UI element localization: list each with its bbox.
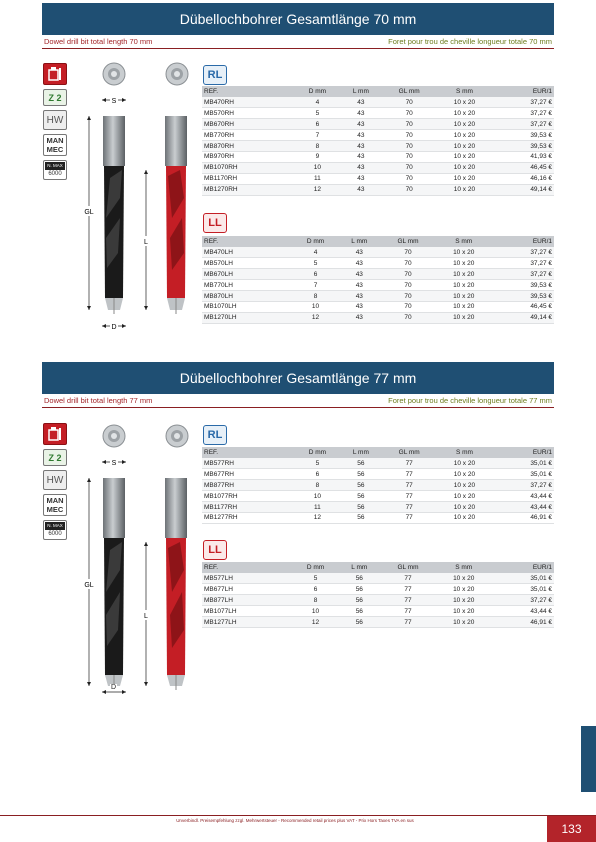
dim-s-label: S: [111, 460, 117, 467]
table-cell: 10 x 20: [436, 301, 492, 312]
table-cell: 70: [380, 258, 435, 269]
table-cell: MB1270RH: [202, 184, 295, 195]
table-cell: 43: [338, 247, 380, 258]
table-cell: MB570RH: [202, 108, 295, 119]
table-cell: 7: [295, 130, 340, 141]
table-cell: 9: [295, 151, 340, 162]
column-header: L mm: [338, 562, 380, 573]
table-cell: 10: [295, 162, 340, 173]
table-cell: 43: [340, 162, 382, 173]
table-cell: 39,53 €: [492, 291, 554, 302]
table-cell: 56: [340, 480, 382, 491]
table-cell: 43: [340, 184, 382, 195]
man-label: MAN: [46, 136, 64, 145]
page-number: 133: [547, 816, 596, 842]
table-cell: 12: [293, 617, 339, 628]
table-row: [202, 502, 554, 513]
table-cell: 70: [382, 130, 437, 141]
table-cell: 10 x 20: [436, 258, 492, 269]
table-row: [202, 606, 554, 617]
drill-bit-black: [103, 478, 125, 690]
table-cell: 10 x 20: [436, 291, 492, 302]
footer-divider: [0, 815, 596, 816]
dim-gl-label: GL: [84, 582, 94, 589]
table-cell: 4: [293, 247, 339, 258]
table-header-row: [202, 236, 554, 247]
drill-bit-black: [103, 116, 125, 314]
table-cell: 11: [295, 173, 340, 184]
column-header: GL mm: [380, 236, 435, 247]
drill-machine-icon: [43, 63, 67, 85]
dim-l-label: L: [144, 239, 148, 246]
table-cell: 46,16 €: [492, 173, 554, 184]
spec-table-rl-77: [202, 447, 554, 524]
column-header: GL mm: [382, 447, 437, 458]
table-cell: MB670LH: [202, 269, 293, 280]
table-cell: 43: [338, 301, 380, 312]
dim-d-label: D: [111, 324, 117, 331]
table-header-row: [202, 447, 554, 458]
table-row: [202, 312, 554, 323]
table-cell: 43: [338, 280, 380, 291]
table-cell: 5: [293, 258, 339, 269]
left-hand-rotation-badge: LL: [203, 540, 227, 560]
column-header: EUR/1: [492, 562, 554, 573]
column-header: GL mm: [380, 562, 435, 573]
table-cell: 37,27 €: [492, 97, 554, 108]
table-cell: 10: [295, 491, 340, 502]
table-row: [202, 269, 554, 280]
feature-badges: [43, 423, 68, 544]
rpm-value: 6000: [48, 171, 62, 177]
column-header: REF.: [202, 236, 293, 247]
table-cell: 43: [338, 269, 380, 280]
table-cell: 37,27 €: [492, 480, 554, 491]
table-cell: 56: [340, 469, 382, 480]
column-header: L mm: [340, 86, 382, 97]
table-cell: 5: [293, 573, 339, 584]
column-header: EUR/1: [492, 86, 554, 97]
shank-end-view-left: [103, 63, 125, 85]
table-cell: MB870LH: [202, 291, 293, 302]
table-row: [202, 184, 554, 195]
table-cell: MB470LH: [202, 247, 293, 258]
table-cell: 56: [338, 595, 380, 606]
left-hand-rotation-badge: LL: [203, 213, 227, 233]
column-header: S mm: [437, 86, 493, 97]
table-cell: 10 x 20: [437, 502, 493, 513]
table-row: [202, 162, 554, 173]
table-cell: 56: [340, 502, 382, 513]
table-row: [202, 247, 554, 258]
column-header: REF.: [202, 562, 293, 573]
table-cell: 12: [295, 184, 340, 195]
table-cell: 56: [340, 458, 382, 469]
man-label: MAN: [46, 496, 64, 505]
table-cell: 70: [382, 97, 437, 108]
shank-end-view-right: [166, 425, 188, 447]
table-cell: 70: [380, 280, 435, 291]
subtitle-fr: Foret pour trou de cheville longueur totale 77 mm: [388, 396, 552, 405]
column-header: S mm: [436, 236, 492, 247]
subtitle-fr: Foret pour trou de cheville longueur totale 70 mm: [388, 37, 552, 46]
table-cell: 10 x 20: [436, 247, 492, 258]
table-cell: MB670RH: [202, 119, 295, 130]
section-subtitle: [42, 37, 554, 49]
table-header-row: [202, 562, 554, 573]
table-cell: 37,27 €: [492, 119, 554, 130]
table-cell: MB1170RH: [202, 173, 295, 184]
table-cell: 37,27 €: [492, 269, 554, 280]
table-cell: 35,01 €: [492, 458, 554, 469]
right-hand-rotation-badge: RL: [203, 65, 227, 85]
table-cell: 10 x 20: [436, 606, 492, 617]
table-row: [202, 97, 554, 108]
table-cell: MB577LH: [202, 573, 293, 584]
table-cell: 77: [380, 617, 435, 628]
rpm-value: 6000: [48, 531, 62, 537]
table-cell: MB1070LH: [202, 301, 293, 312]
table-cell: 70: [382, 173, 437, 184]
max-rpm-badge: [43, 160, 67, 180]
table-cell: 56: [338, 584, 380, 595]
table-cell: MB1270LH: [202, 312, 293, 323]
table-cell: 10 x 20: [437, 173, 493, 184]
table-cell: MB1077RH: [202, 491, 295, 502]
table-cell: 43: [340, 130, 382, 141]
table-cell: 77: [382, 458, 437, 469]
table-cell: 4: [295, 97, 340, 108]
table-cell: 43: [340, 97, 382, 108]
hw-material-badge: HW: [43, 110, 67, 130]
table-cell: 10 x 20: [437, 151, 493, 162]
table-cell: 77: [380, 606, 435, 617]
table-cell: 10 x 20: [436, 269, 492, 280]
table-cell: 12: [295, 512, 340, 523]
table-cell: 8: [293, 595, 339, 606]
table-row: [202, 119, 554, 130]
table-cell: MB1077LH: [202, 606, 293, 617]
table-row: [202, 617, 554, 628]
drill-bit-illustration: [76, 420, 200, 695]
table-cell: 10 x 20: [437, 184, 493, 195]
table-cell: MB570LH: [202, 258, 293, 269]
table-row: [202, 291, 554, 302]
table-row: [202, 108, 554, 119]
footer-price-note: Unverbindl. Preisempfehlung zzgl. Mehrwertsteuer - Recommended retail prices plus VAT - Prix Hors Taxes TVA en sus: [176, 818, 414, 823]
table-cell: 39,53 €: [492, 280, 554, 291]
table-cell: 77: [382, 491, 437, 502]
table-cell: MB677LH: [202, 584, 293, 595]
table-cell: 77: [382, 480, 437, 491]
table-cell: MB470RH: [202, 97, 295, 108]
table-cell: 56: [340, 512, 382, 523]
table-cell: 11: [295, 502, 340, 513]
table-cell: MB877RH: [202, 480, 295, 491]
table-cell: 43,44 €: [492, 606, 554, 617]
table-cell: 56: [338, 617, 380, 628]
table-cell: MB770LH: [202, 280, 293, 291]
mec-label: MEC: [46, 145, 64, 154]
table-row: [202, 130, 554, 141]
table-cell: 8: [295, 141, 340, 152]
drill-bit-illustration: [76, 58, 200, 333]
subtitle-en: Dowel drill bit total length 77 mm: [44, 396, 153, 405]
table-cell: 10: [293, 606, 339, 617]
table-cell: 70: [380, 269, 435, 280]
table-cell: 77: [382, 512, 437, 523]
table-row: [202, 512, 554, 523]
table-cell: 6: [295, 119, 340, 130]
table-cell: 77: [380, 595, 435, 606]
table-cell: 43: [340, 173, 382, 184]
table-cell: 70: [380, 247, 435, 258]
table-cell: 10 x 20: [436, 584, 492, 595]
table-cell: 43: [338, 258, 380, 269]
table-row: [202, 480, 554, 491]
table-cell: 10 x 20: [436, 280, 492, 291]
table-cell: 70: [382, 184, 437, 195]
table-cell: 70: [382, 119, 437, 130]
table-cell: 10 x 20: [437, 480, 493, 491]
table-cell: 43,44 €: [492, 491, 554, 502]
table-cell: MB970RH: [202, 151, 295, 162]
table-cell: 10 x 20: [436, 312, 492, 323]
table-cell: 35,01 €: [492, 584, 554, 595]
table-cell: 37,27 €: [492, 595, 554, 606]
table-cell: 43: [340, 108, 382, 119]
table-cell: 10: [293, 301, 339, 312]
column-header: D mm: [295, 86, 340, 97]
dim-s-label: S: [111, 98, 117, 105]
table-cell: MB770RH: [202, 130, 295, 141]
table-row: [202, 584, 554, 595]
max-rpm-badge: [43, 520, 67, 540]
table-cell: 77: [382, 502, 437, 513]
column-header: L mm: [338, 236, 380, 247]
table-cell: 10 x 20: [436, 595, 492, 606]
table-cell: 41,93 €: [492, 151, 554, 162]
table-cell: MB870RH: [202, 141, 295, 152]
table-cell: 10 x 20: [436, 573, 492, 584]
table-cell: 10 x 20: [437, 141, 493, 152]
column-header: REF.: [202, 447, 295, 458]
table-row: [202, 151, 554, 162]
table-cell: 37,27 €: [492, 258, 554, 269]
column-header: L mm: [340, 447, 382, 458]
table-cell: 8: [293, 291, 339, 302]
table-cell: 10 x 20: [437, 119, 493, 130]
table-row: [202, 301, 554, 312]
spec-table-ll-77: [202, 562, 554, 628]
table-row: [202, 280, 554, 291]
man-mec-badge: [43, 494, 67, 516]
table-cell: 77: [380, 573, 435, 584]
table-cell: 39,53 €: [492, 141, 554, 152]
teeth-count-badge: Z 2: [43, 449, 67, 466]
table-cell: 10 x 20: [437, 97, 493, 108]
rpm-label: N. MAX: [47, 523, 63, 528]
table-cell: MB1177RH: [202, 502, 295, 513]
table-cell: 49,14 €: [492, 312, 554, 323]
table-cell: 46,45 €: [492, 301, 554, 312]
drill-bit-red: [165, 478, 187, 690]
table-cell: MB1070RH: [202, 162, 295, 173]
table-row: [202, 491, 554, 502]
table-cell: 10 x 20: [437, 469, 493, 480]
column-header: EUR/1: [492, 447, 554, 458]
table-cell: 43: [340, 141, 382, 152]
column-header: S mm: [436, 562, 492, 573]
table-cell: 8: [295, 480, 340, 491]
man-mec-badge: [43, 134, 67, 156]
table-cell: 10 x 20: [437, 130, 493, 141]
chapter-side-tab: [581, 726, 596, 792]
table-cell: 70: [382, 151, 437, 162]
dim-gl-label: GL: [84, 209, 94, 216]
table-cell: 43: [338, 312, 380, 323]
table-cell: 56: [338, 606, 380, 617]
table-cell: 70: [380, 301, 435, 312]
table-cell: 6: [295, 469, 340, 480]
table-cell: 56: [338, 573, 380, 584]
table-cell: 5: [295, 108, 340, 119]
shank-end-view-left: [103, 425, 125, 447]
dim-d-label: D: [111, 684, 117, 691]
column-header: EUR/1: [492, 236, 554, 247]
table-cell: 5: [295, 458, 340, 469]
table-cell: 70: [382, 141, 437, 152]
feature-badges: [43, 63, 68, 184]
mec-label: MEC: [46, 505, 64, 514]
table-cell: 10 x 20: [437, 512, 493, 523]
table-row: [202, 458, 554, 469]
table-header-row: [202, 86, 554, 97]
table-cell: 43,44 €: [492, 502, 554, 513]
column-header: D mm: [293, 236, 339, 247]
table-cell: 10 x 20: [437, 108, 493, 119]
drill-machine-icon: [43, 423, 67, 445]
table-cell: 56: [340, 491, 382, 502]
table-cell: 10 x 20: [437, 162, 493, 173]
table-cell: 70: [380, 291, 435, 302]
column-header: D mm: [295, 447, 340, 458]
table-cell: MB1277RH: [202, 512, 295, 523]
table-row: [202, 258, 554, 269]
spec-table-rl-70: [202, 86, 554, 196]
shank-end-view-right: [166, 63, 188, 85]
table-cell: 35,01 €: [492, 469, 554, 480]
dim-l-label: L: [144, 613, 148, 620]
section-title: Dübellochbohrer Gesamtlänge 77 mm: [42, 362, 554, 394]
table-cell: 10 x 20: [437, 491, 493, 502]
table-row: [202, 573, 554, 584]
table-cell: MB677RH: [202, 469, 295, 480]
table-cell: 70: [380, 312, 435, 323]
column-header: GL mm: [382, 86, 437, 97]
table-cell: MB577RH: [202, 458, 295, 469]
table-cell: 37,27 €: [492, 108, 554, 119]
table-cell: 10 x 20: [437, 458, 493, 469]
table-cell: 43: [340, 151, 382, 162]
table-cell: 77: [380, 584, 435, 595]
table-cell: MB877LH: [202, 595, 293, 606]
column-header: D mm: [293, 562, 339, 573]
column-header: S mm: [437, 447, 493, 458]
table-cell: 49,14 €: [492, 184, 554, 195]
spec-table-ll-70: [202, 236, 554, 324]
table-cell: 43: [338, 291, 380, 302]
section-title: Dübellochbohrer Gesamtlänge 70 mm: [42, 3, 554, 35]
column-header: REF.: [202, 86, 295, 97]
table-cell: 37,27 €: [492, 247, 554, 258]
table-cell: 35,01 €: [492, 573, 554, 584]
section-subtitle: [42, 396, 554, 408]
table-cell: 39,53 €: [492, 130, 554, 141]
table-cell: 7: [293, 280, 339, 291]
drill-bit-red: [165, 116, 187, 314]
teeth-count-badge: Z 2: [43, 89, 67, 106]
table-cell: 70: [382, 108, 437, 119]
table-cell: 10 x 20: [436, 617, 492, 628]
table-cell: 43: [340, 119, 382, 130]
table-row: [202, 469, 554, 480]
table-cell: 70: [382, 162, 437, 173]
table-cell: 6: [293, 269, 339, 280]
table-cell: 12: [293, 312, 339, 323]
table-cell: MB1277LH: [202, 617, 293, 628]
table-row: [202, 595, 554, 606]
table-row: [202, 173, 554, 184]
table-cell: 6: [293, 584, 339, 595]
table-row: [202, 141, 554, 152]
right-hand-rotation-badge: RL: [203, 425, 227, 445]
rpm-label: N. MAX: [47, 163, 63, 168]
table-cell: 77: [382, 469, 437, 480]
table-cell: 46,91 €: [492, 617, 554, 628]
table-cell: 46,45 €: [492, 162, 554, 173]
subtitle-en: Dowel drill bit total length 70 mm: [44, 37, 153, 46]
hw-material-badge: HW: [43, 470, 67, 490]
table-cell: 46,91 €: [492, 512, 554, 523]
